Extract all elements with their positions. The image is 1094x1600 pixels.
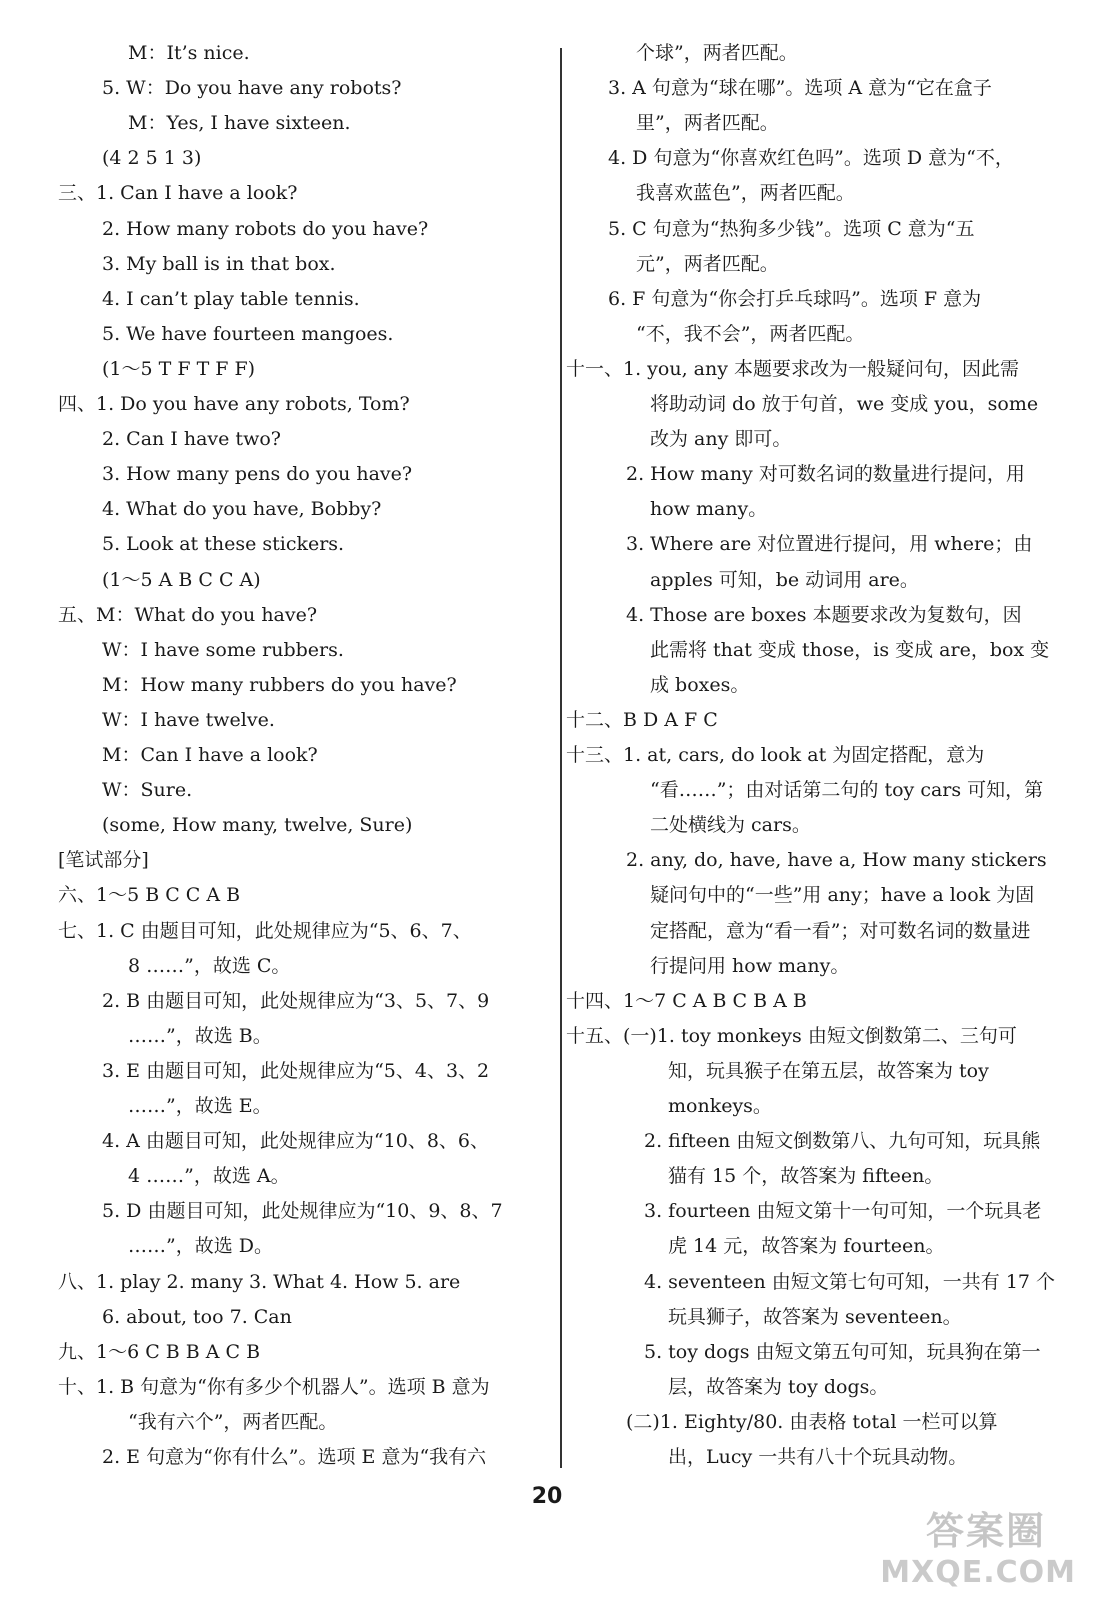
left-line: 2. E 句意为“你有什么”。选项 E 意为“我有六 (102, 1446, 487, 1468)
right-line: 出，Lucy 一共有八十个玩具动物。 (668, 1446, 968, 1468)
left-line: 六、1～5 B C C A B (58, 884, 241, 907)
left-line: “我有六个”，两者匹配。 (128, 1410, 338, 1433)
right-line: 层，故答案为 toy dogs。 (668, 1375, 889, 1398)
left-line: 2. B 由题目可知，此处规律应为“3、5、7、9 (102, 989, 490, 1012)
right-line: 十五、(一)1. toy monkeys 由短文倒数第二、三句可 (566, 1024, 1017, 1047)
left-line: 5. We have fourteen mangoes. (102, 322, 394, 345)
right-line: 6. F 句意为“你会打乒乓球吗”。选项 F 意为 (608, 287, 982, 310)
right-line: 改为 any 即可。 (650, 428, 792, 451)
right-line: 5. C 句意为“热狗多少钱”。选项 C 意为“五 (608, 217, 975, 240)
right-line: 3. Where are 对位置进行提问，用 where；由 (626, 533, 1033, 556)
right-line: 4. seventeen 由短文第七句可知，一共有 17 个 (644, 1270, 1056, 1293)
left-line: 5. Look at these stickers. (102, 533, 345, 556)
right-line: 个球”，两者匹配。 (636, 42, 798, 64)
right-line: 2. any, do, have, have a, How many stickers (626, 849, 1047, 872)
right-line: 里”，两者匹配。 (636, 112, 779, 135)
left-line: 4. What do you have, Bobby? (102, 498, 382, 521)
column-divider (560, 48, 562, 1468)
right-line: 成 boxes。 (650, 673, 750, 696)
left-line: 四、1. Do you have any robots, Tom? (58, 393, 410, 415)
right-line: 二处横线为 cars。 (650, 814, 811, 837)
left-line: (4 2 5 1 3) (102, 147, 202, 170)
right-line: monkeys。 (668, 1095, 772, 1117)
left-line: 6. about, too 7. Can (102, 1305, 292, 1328)
right-line: (二)1. Eighty/80. 由表格 total 一栏可以算 (626, 1410, 998, 1433)
left-line: 3. E 由题目可知，此处规律应为“5、4、3、2 (102, 1059, 490, 1082)
left-line: W：I have twelve. (102, 708, 275, 731)
left-line: (some, How many, twelve, Sure) (102, 814, 413, 837)
left-line: ……”，故选 E。 (128, 1095, 272, 1117)
left-line: M：Yes, I have sixteen. (128, 112, 351, 135)
left-line: 十、1. B 句意为“你有多少个机器人”。选项 B 意为 (58, 1375, 490, 1398)
left-line: 2. How many robots do you have? (102, 217, 429, 240)
left-line: 七、1. C 由题目可知，此处规律应为“5、6、7、 (58, 919, 472, 942)
right-line: 定搭配，意为“看一看”；对可数名词的数量进 (650, 919, 1031, 942)
left-line: (1～5 T F T F F) (102, 357, 256, 380)
left-line: M：It’s nice. (128, 42, 250, 64)
right-line: 玩具狮子，故答案为 seventeen。 (668, 1305, 962, 1328)
right-line: 行提问用 how many。 (650, 954, 850, 977)
right-line: 猫有 15 个，故答案为 fifteen。 (668, 1165, 944, 1188)
right-line: “不，我不会”，两者匹配。 (636, 322, 865, 345)
right-line: 3. A 句意为“球在哪”。选项 A 意为“它在盒子 (608, 77, 992, 100)
page-number: 20 (531, 1484, 563, 1509)
right-line: 知，玩具猴子在第五层，故答案为 toy (668, 1059, 989, 1082)
right-line: 十三、1. at, cars, do look at 为固定搭配，意为 (566, 744, 985, 766)
right-line: 十四、1～7 C A B C B A B (566, 989, 807, 1012)
left-line: 2. Can I have two? (102, 428, 281, 451)
right-line: 元”，两者匹配。 (636, 252, 779, 275)
watermark-bottom-text: MXQE.COM (880, 1555, 1076, 1590)
left-line: 九、1～6 C B B A C B (58, 1340, 261, 1363)
left-line: 五、M：What do you have? (58, 603, 318, 626)
watermark-logo (836, 1500, 1076, 1590)
left-line: 3. My ball is in that box. (102, 252, 336, 275)
left-line: (1～5 A B C C A) (102, 568, 261, 591)
left-line: 4 ……”，故选 A。 (128, 1165, 290, 1188)
left-line: 8 ……”，故选 C。 (128, 954, 291, 977)
right-line: 2. How many 对可数名词的数量进行提问，用 (626, 463, 1025, 486)
right-line: 疑问句中的“一些”用 any；have a look 为固 (650, 884, 1035, 907)
right-line: “看……”；由对话第二句的 toy cars 可知，第 (650, 779, 1044, 802)
right-line: 虎 14 元，故答案为 fourteen。 (668, 1235, 945, 1258)
left-line: W：Sure. (102, 779, 193, 802)
left-line: 4. I can’t play table tennis. (102, 287, 360, 310)
left-line: 4. A 由题目可知，此处规律应为“10、8、6、 (102, 1130, 489, 1153)
right-line: 我喜欢蓝色”，两者匹配。 (636, 182, 855, 205)
right-line: how many。 (650, 498, 768, 521)
left-line: M：How many rubbers do you have? (102, 673, 457, 696)
left-line: 5. W：Do you have any robots? (102, 77, 402, 100)
right-line: 此需将 that 变成 those，is 变成 are，box 变 (650, 638, 1050, 661)
left-line: ……”，故选 B。 (128, 1024, 272, 1047)
right-line: 4. Those are boxes 本题要求改为复数句，因 (626, 603, 1022, 626)
right-line: 4. D 句意为“你喜欢红色吗”。选项 D 意为“不， (608, 147, 1014, 170)
left-line: M：Can I have a look? (102, 744, 318, 766)
right-line: apples 可知，be 动词用 are。 (650, 568, 919, 591)
left-line: 八、1. play 2. many 3. What 4. How 5. are (58, 1270, 461, 1293)
left-line: 三、1. Can I have a look? (58, 182, 298, 205)
left-line: [笔试部分] (58, 849, 149, 872)
right-line: 5. toy dogs 由短文第五句可知，玩具狗在第一 (644, 1340, 1041, 1363)
right-line: 2. fifteen 由短文倒数第八、九句可知，玩具熊 (644, 1130, 1041, 1153)
watermark-top-text: 答案圈 (925, 1509, 1046, 1553)
right-line: 将助动词 do 放于句首，we 变成 you，some (650, 393, 1039, 415)
left-line: ……”，故选 D。 (128, 1235, 273, 1258)
right-line: 十一、1. you, any 本题要求改为一般疑问句，因此需 (566, 357, 1019, 380)
left-line: 3. How many pens do you have? (102, 463, 413, 486)
left-line: W：I have some rubbers. (102, 638, 344, 661)
right-line: 十二、B D A F C (566, 708, 718, 731)
left-line: 5. D 由题目可知，此处规律应为“10、9、8、7 (102, 1200, 503, 1223)
right-line: 3. fourteen 由短文第十一句可知，一个玩具老 (644, 1200, 1042, 1223)
